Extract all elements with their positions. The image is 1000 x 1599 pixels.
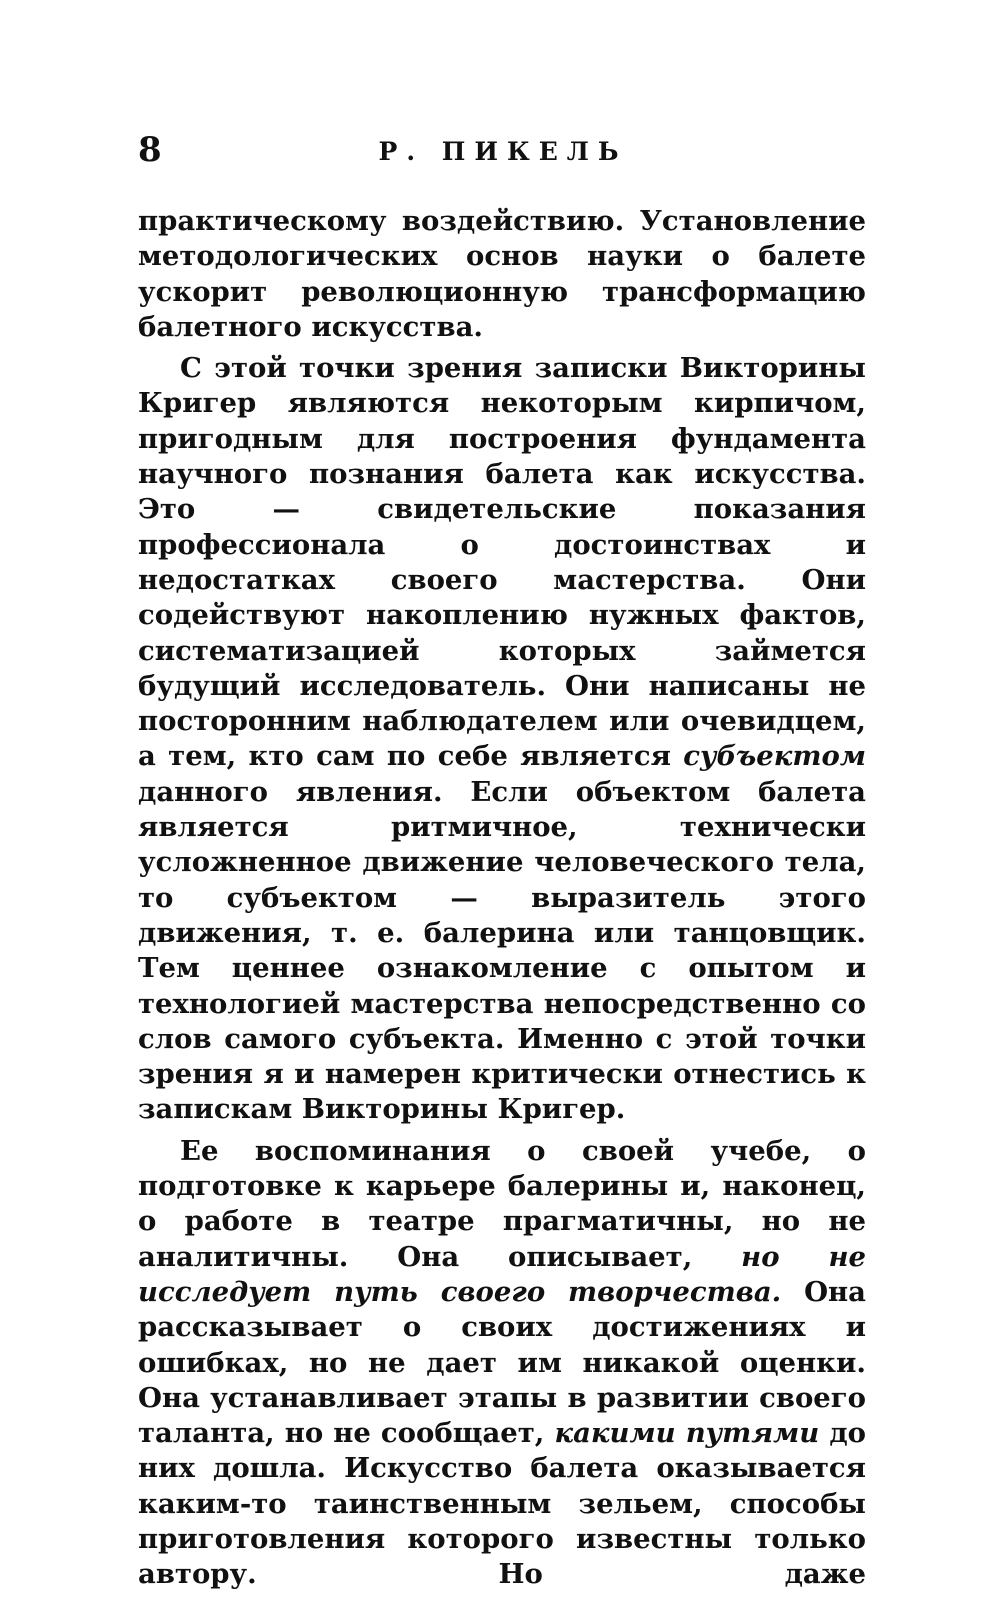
page-number: 8 bbox=[138, 130, 162, 170]
paragraph-1-text: практическому воздействию. Установление методологических основ науки о балете ускорит революционную трансформацию балетного искусства. bbox=[138, 205, 866, 343]
body-text bbox=[138, 204, 866, 1599]
running-header bbox=[138, 128, 868, 172]
paragraph-2-emphasis: субъектом bbox=[683, 740, 866, 773]
paragraph-3-emphasis-a: но не исследует путь своего творчества. bbox=[138, 1240, 866, 1308]
paragraph-3-text-c: до них дошла. Искусство балета оказывается каким-то таинственным зельем, способы приготовления которого известны только автору. Но даже bbox=[138, 1417, 867, 1591]
paragraph-2-text-b: данного явления. Если объектом балета является ритмичное, технически усложненное движение человеческого тела, то субъектом — выразитель этого движения, т. е. балерина или танцовщик. Тем ценнее ознакомление с опытом и технологией мастерства непосредственно со слов самого субъекта. Именно с этой точки зрения я и намерен критически отнестись к запискам Викторины Кригер. bbox=[138, 775, 866, 1126]
paragraph-1 bbox=[138, 204, 866, 345]
paragraph-3 bbox=[138, 1134, 866, 1593]
paragraph-3-text-b: Она рассказывает о своих достижениях и ошибках, но не дает им никакой оценки. Она устанавливает этапы в развитии своего таланта, но не сообщает, bbox=[138, 1275, 866, 1450]
paragraph-3-text-a: Ее воспоминания о своей учебе, о подготовке к карьере балерины и, наконец, о работе в театре прагматичны, но не аналитичны. Она описывает, bbox=[138, 1134, 866, 1273]
paragraph-3-emphasis-b: какими путями bbox=[554, 1417, 820, 1450]
running-title: Р. ПИКЕЛЬ bbox=[378, 137, 628, 166]
paragraph-2 bbox=[138, 351, 866, 1128]
paragraph-2-text-a: С этой точки зрения записки Викторины Кригер являются некоторым кирпичом, пригодным для построения фундамента научного познания балета как искусства. Это — свидетельские показания профессионала о достоинствах и недостатках своего мастерства. Они содействуют накоплению нужных фактов, систематизацией которых займется будущий исследователь. Они написаны не посторонним наблюдателем или очевидцем, а тем, кто сам по себе является bbox=[138, 352, 866, 773]
